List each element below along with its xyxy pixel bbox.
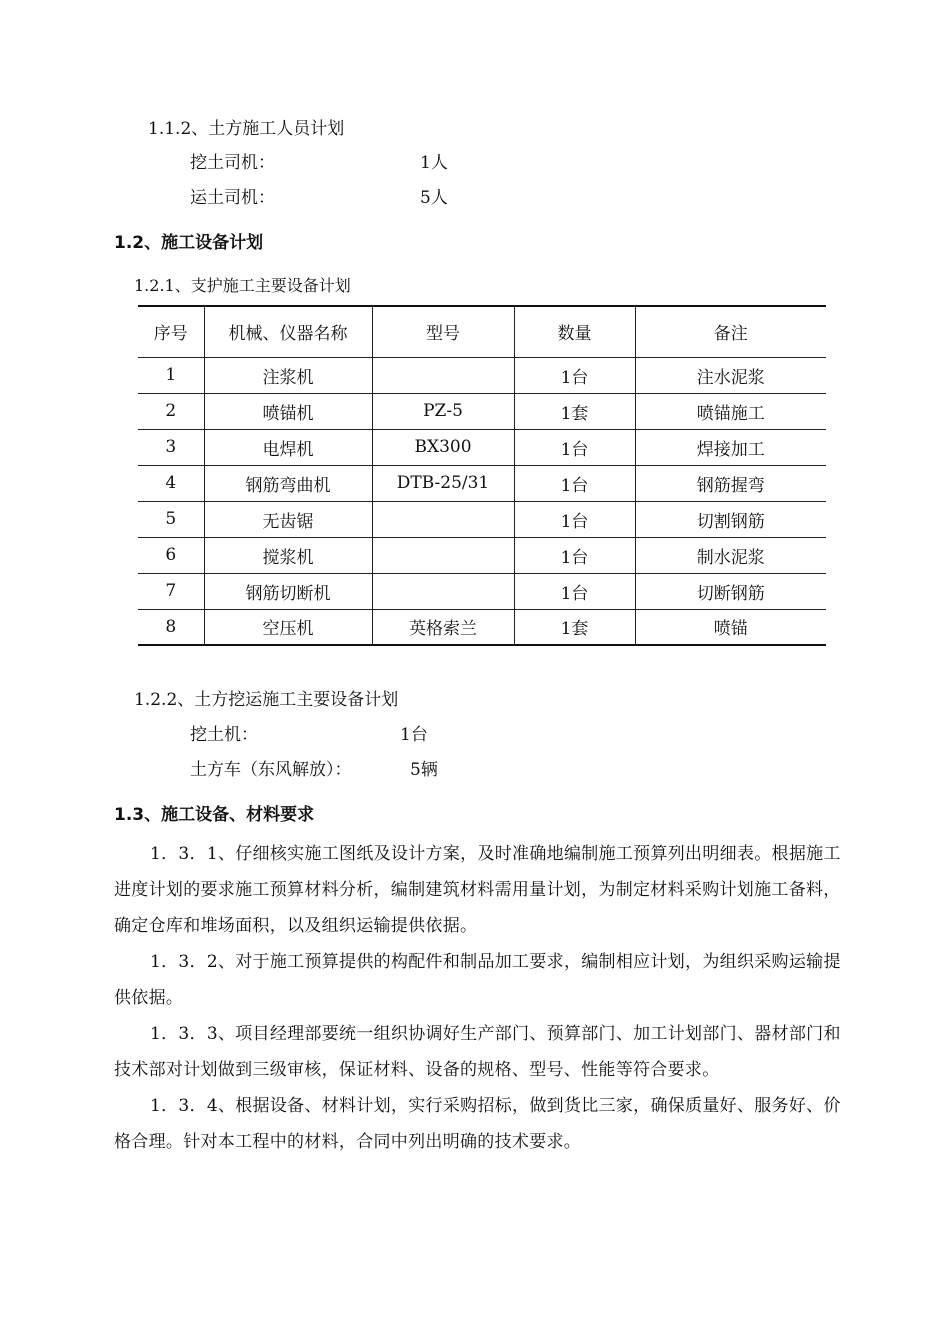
cell-model: PZ-5 xyxy=(372,393,514,429)
cell-qty: 1套 xyxy=(514,609,635,645)
cell-name: 搅浆机 xyxy=(204,537,372,573)
cell-qty: 1台 xyxy=(514,465,635,501)
table-row xyxy=(138,609,826,645)
cell-no: 5 xyxy=(138,501,204,537)
cell-remark: 切断钢筋 xyxy=(635,573,826,609)
col-header-remark: 备注 xyxy=(635,306,826,357)
table-row xyxy=(138,537,826,573)
cell-qty: 1台 xyxy=(514,429,635,465)
cell-no: 1 xyxy=(138,357,204,393)
cell-name: 钢筋弯曲机 xyxy=(204,465,372,501)
section-1-2-title: 1.2、施工设备计划 xyxy=(114,233,264,253)
cell-no: 3 xyxy=(138,429,204,465)
excavator-value: 1台 xyxy=(400,725,428,745)
cell-name: 喷锚机 xyxy=(204,393,372,429)
cell-remark: 喷锚施工 xyxy=(635,393,826,429)
cell-model xyxy=(372,537,514,573)
cell-no: 6 xyxy=(138,537,204,573)
cell-no: 2 xyxy=(138,393,204,429)
cell-qty: 1台 xyxy=(514,573,635,609)
cell-qty: 1台 xyxy=(514,357,635,393)
section-1-1-2-title: 1.1.2、土方施工人员计划 xyxy=(148,119,345,139)
cell-qty: 1台 xyxy=(514,501,635,537)
cell-model: DTB-25/31 xyxy=(372,465,514,501)
section-1-3-title: 1.3、施工设备、材料要求 xyxy=(114,805,315,825)
cell-qty: 1台 xyxy=(514,537,635,573)
excavator-driver-value: 1人 xyxy=(420,153,448,173)
table-row xyxy=(138,573,826,609)
cell-model: BX300 xyxy=(372,429,514,465)
excavator-driver-label: 挖土司机： xyxy=(190,153,275,173)
col-header-model: 型号 xyxy=(372,306,514,357)
transport-driver-label: 运土司机： xyxy=(190,188,275,208)
cell-remark: 钢筋握弯 xyxy=(635,465,826,501)
cell-no: 8 xyxy=(138,609,204,645)
cell-remark: 喷锚 xyxy=(713,619,748,640)
cell-name: 注浆机 xyxy=(204,357,372,393)
cell-model xyxy=(372,573,514,609)
paragraph-1-3-2: 1．3．2、对于施工预算提供的构配件和制品加工要求，编制相应计划，为组织采购运输提供依据。 xyxy=(114,952,841,1008)
cell-name: 钢筋切断机 xyxy=(204,573,372,609)
table-header-row xyxy=(138,306,826,357)
table-row xyxy=(138,465,826,501)
paragraph-1-3-4: 1．3．4、根据设备、材料计划，实行采购招标，做到货比三家，确保质量好、服务好、价格合理。针对本工程中的材料，合同中列出明确的技术要求。 xyxy=(114,1096,841,1152)
section-1-2-1-title: 1.2.1、支护施工主要设备计划 xyxy=(134,276,351,295)
dump-truck-value: 5辆 xyxy=(410,760,438,780)
table-row xyxy=(138,357,826,393)
paragraph-1-3-3: 1．3．3、项目经理部要统一组织协调好生产部门、预算部门、加工计划部门、器材部门和技术部对计划做到三级审核，保证材料、设备的规格、型号、性能等符合要求。 xyxy=(114,1024,841,1080)
section-1-2-2-title: 1.2.2、土方挖运施工主要设备计划 xyxy=(134,690,399,710)
col-header-name: 机械、仪器名称 xyxy=(204,306,372,357)
cell-model xyxy=(372,357,514,393)
transport-driver-value: 5人 xyxy=(420,188,448,208)
cell-name: 电焊机 xyxy=(204,429,372,465)
cell-model xyxy=(372,501,514,537)
cell-model: 英格索兰 xyxy=(372,609,514,645)
dump-truck-label: 土方车（东风解放）： xyxy=(190,760,352,780)
col-header-qty: 数量 xyxy=(514,306,635,357)
table-row xyxy=(138,429,826,465)
cell-qty: 1套 xyxy=(514,393,635,429)
cell-no: 4 xyxy=(138,465,204,501)
equipment-table xyxy=(138,305,826,646)
cell-remark: 制水泥浆 xyxy=(635,537,826,573)
cell-name: 空压机 xyxy=(204,609,372,645)
cell-remark: 切割钢筋 xyxy=(635,501,826,537)
cell-remark: 焊接加工 xyxy=(635,429,826,465)
col-header-no: 序号 xyxy=(138,306,204,357)
excavator-label: 挖土机： xyxy=(190,725,258,745)
table-row xyxy=(138,393,826,429)
cell-remark: 注水泥浆 xyxy=(635,357,826,393)
cell-no: 7 xyxy=(138,573,204,609)
table-row xyxy=(138,501,826,537)
paragraph-1-3-1: 1．3．1、仔细核实施工图纸及设计方案，及时准确地编制施工预算列出明细表。根据施工进度计划的要求施工预算材料分析，编制建筑材料需用量计划，为制定材料采购计划施工备料，确定仓库和堆场面积，以及组织运输提供依据。 xyxy=(114,844,841,936)
cell-name: 无齿锯 xyxy=(204,501,372,537)
